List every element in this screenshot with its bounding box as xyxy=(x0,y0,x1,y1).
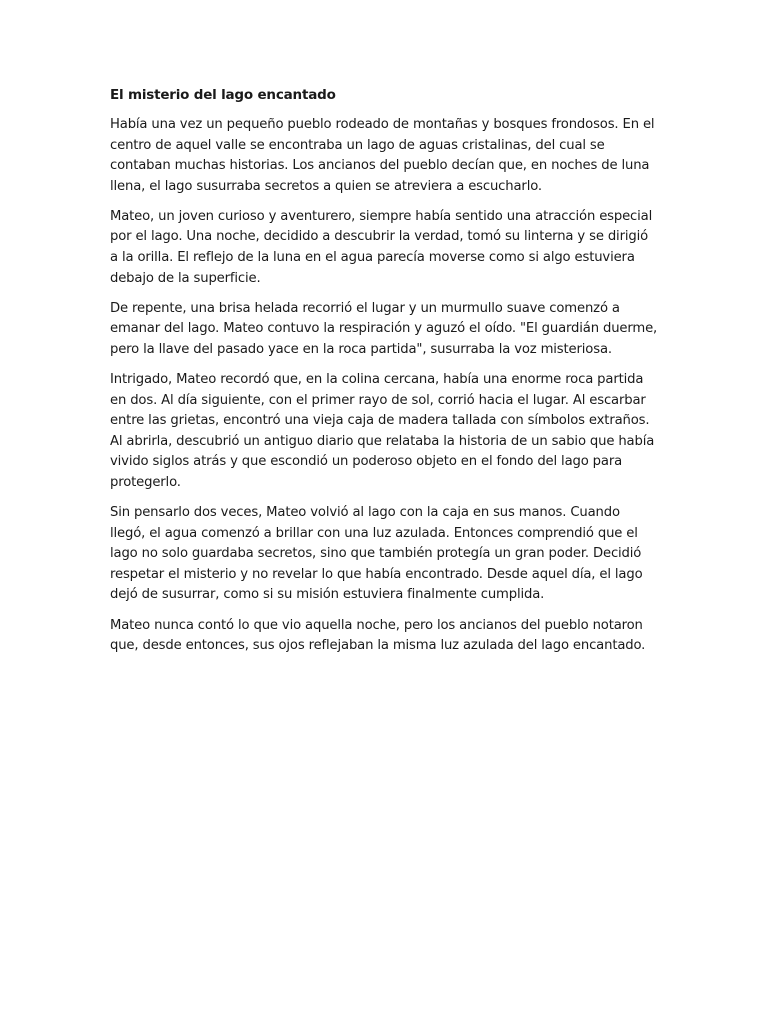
paragraph-2: Mateo, un joven curioso y aventurero, siempre había sentido una atracción especial por el lago. Una noche, decidido a descubrir la verdad, tomó su linterna y se dirigió a la orilla. El reflejo de la luna en el agua parecía moverse como si algo estuviera debajo de la superficie. xyxy=(110,208,653,286)
paragraph-5: Sin pensarlo dos veces, Mateo volvió al lago con la caja en sus manos. Cuando llegó, el agua comenzó a brillar con una luz azulada. Entonces comprendió que el lago no solo guardaba secretos, sino que también protegía un gran poder. Decidió respetar el misterio y no revelar lo que había encontrado. Desde aquel día, el lago dejó de susurrar, como si su misión estuviera finalmente cumplida. xyxy=(110,505,643,603)
paragraph-3: De repente, una brisa helada recorrió el lugar y un murmullo suave comenzó a emanar del lago. Mateo contuvo la respiración y aguzó el oído. "El guardián duerme, pero la llave del pasado yace en la roca partida", susurraba la voz misteriosa. xyxy=(110,300,658,357)
paragraph-6: Mateo nunca contó lo que vio aquella noche, pero los ancianos del pueblo notaron que, desde entonces, sus ojos reflejaban la misma luz azulada del lago encantado. xyxy=(110,617,646,654)
paragraph-4: Intrigado, Mateo recordó que, en la colina cercana, había una enorme roca partida en dos. Al día siguiente, con el primer rayo de sol, corrió hacia el lugar. Al escarbar entre las grietas, encontró una vieja caja de madera tallada con símbolos extraños. Al abrirla, descubrió un antiguo diario que relataba la historia de un sabio que había vivido siglos atrás y que escondió un poderoso objeto en el fondo del lago para protegerlo. xyxy=(110,372,655,490)
document-body xyxy=(110,85,658,666)
paragraph-1: Había una vez un pequeño pueblo rodeado de montañas y bosques frondosos. En el centro de aquel valle se encontraba un lago de aguas cristalinas, del cual se contaban muchas historias. Los ancianos del pueblo decían que, en noches de luna llena, el lago susurraba secretos a quien se atreviera a escucharlo. xyxy=(110,117,655,194)
document-title: El misterio del lago encantado xyxy=(110,87,336,103)
